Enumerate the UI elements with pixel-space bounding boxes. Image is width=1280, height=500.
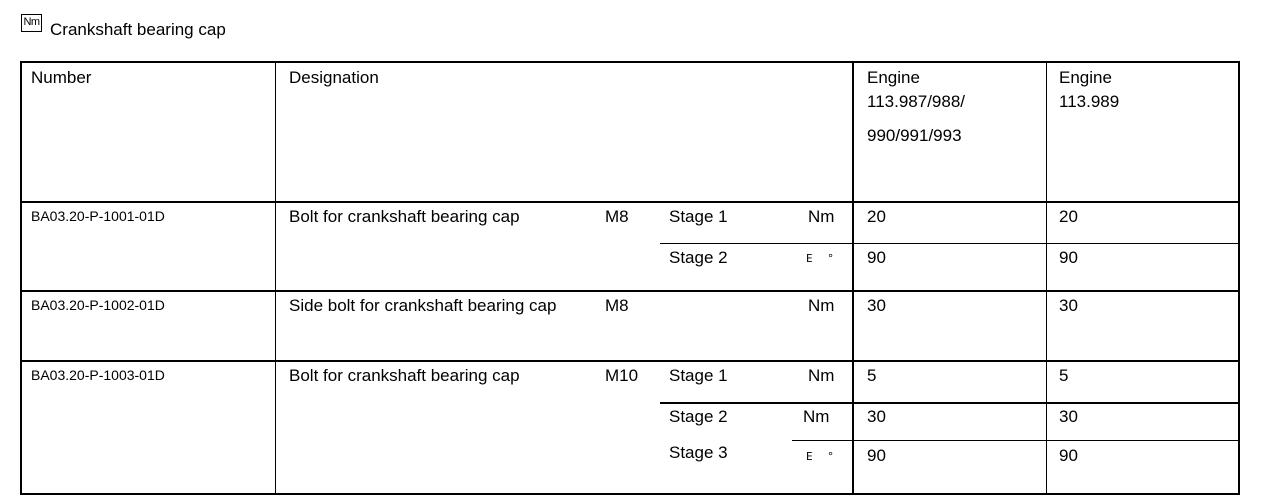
title-text: Crankshaft bearing cap [50,20,226,39]
torque-value-engine-1: 90 [867,248,886,267]
torque-value-engine-1: 20 [867,207,886,226]
torque-icon: Nm [21,14,42,32]
angle-unit-label: E ° [806,252,838,265]
header-designation: Designation [289,68,379,87]
part-number: BA03.20-P-1002-01D [31,297,165,313]
thread-size: M10 [605,366,639,385]
torque-value-engine-2: 90 [1059,248,1078,267]
thread-size: M8 [605,207,629,226]
header-engine-2: Engine 113.989 [1059,68,1120,111]
stage-label: Stage 1 [669,207,728,226]
stage-label: Stage 3 [669,443,728,462]
unit-label: Nm [808,207,835,226]
part-number: BA03.20-P-1001-01D [31,208,165,224]
part-number: BA03.20-P-1003-01D [31,367,165,383]
designation: Side bolt for crankshaft bearing cap [289,296,557,315]
stage-label: Stage 2 [669,407,728,426]
angle-unit-label: E ° [806,450,838,463]
thread-size: M8 [605,296,629,315]
stage-label: Stage 1 [669,366,728,385]
torque-value-engine-2: 90 [1059,446,1078,465]
designation: Bolt for crankshaft bearing cap [289,207,520,226]
header-engine-1: Engine 113.987/988/ 990/991/993 [867,68,965,145]
torque-value-engine-1: 5 [867,366,877,385]
designation: Bolt for crankshaft bearing cap [289,366,520,385]
torque-value-engine-1: 30 [867,296,886,315]
unit-label: Nm [803,407,830,426]
torque-value-engine-1: 90 [867,446,886,465]
torque-value-engine-2: 30 [1059,407,1078,426]
torque-value-engine-2: 5 [1059,366,1069,385]
torque-value-engine-1: 30 [867,407,886,426]
stage-label: Stage 2 [669,248,728,267]
unit-label: Nm [808,366,835,385]
torque-value-engine-2: 20 [1059,207,1078,226]
unit-label: Nm [808,296,835,315]
header-number: Number [31,68,92,87]
torque-value-engine-2: 30 [1059,296,1078,315]
